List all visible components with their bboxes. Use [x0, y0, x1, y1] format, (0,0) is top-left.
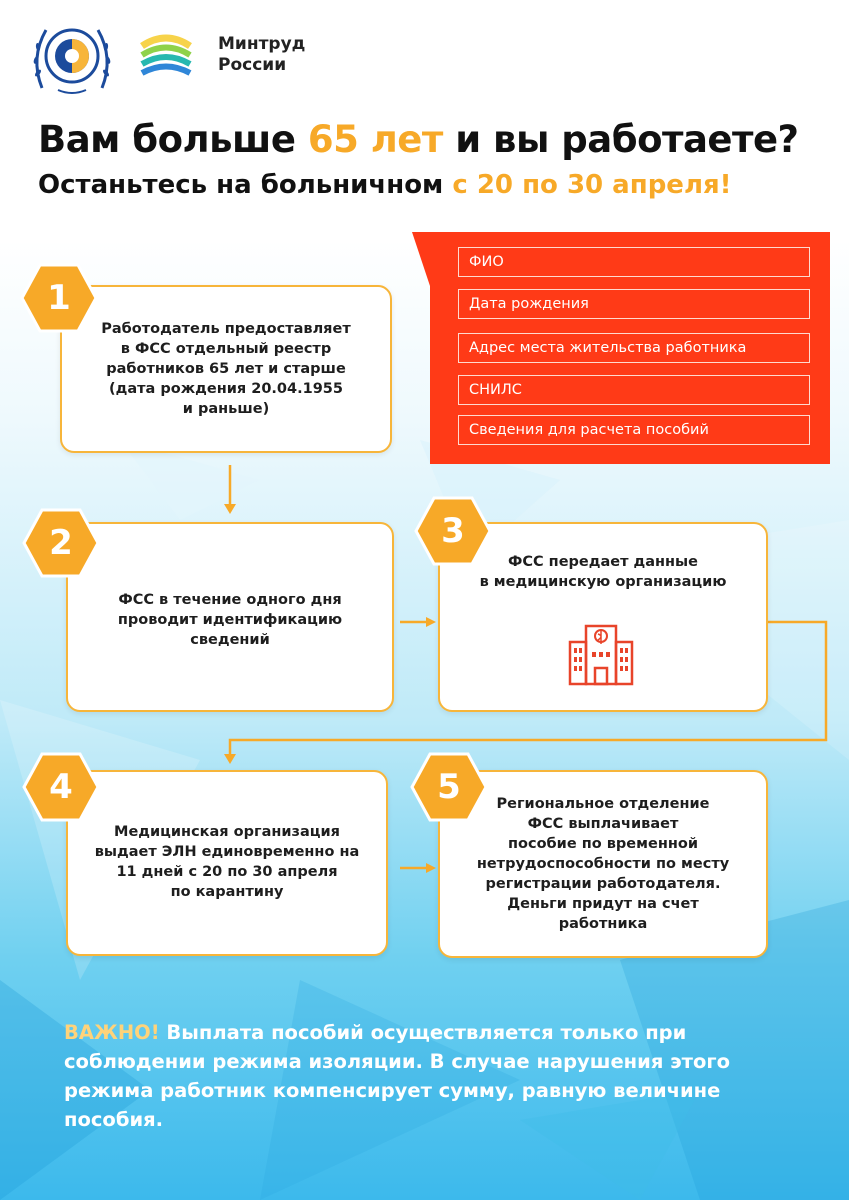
step-2-badge	[22, 508, 100, 578]
step-text-line: регистрации работодателя.	[485, 876, 721, 892]
registry-field: Адрес места жительства работника	[458, 333, 810, 363]
step-5-badge	[410, 752, 488, 822]
step-text-line: по карантину	[170, 884, 284, 900]
org-name: Минтруд России	[218, 34, 306, 75]
step-text-line: ФСС выплачивает	[527, 816, 679, 832]
page-title: Вам больше 65 лет и вы работаете?	[38, 118, 799, 161]
step-text-line: Работодатель предоставляет	[101, 321, 351, 337]
registry-panel-pointer	[412, 232, 432, 292]
registry-field: ФИО	[458, 247, 810, 277]
step-1-card	[60, 285, 392, 453]
step-text-line: ФСС в течение одного дня	[118, 592, 342, 608]
page-subtitle: Останьтесь на больничном с 20 по 30 апреля!	[38, 170, 732, 200]
step-text-line: ФСС передает данные	[507, 554, 699, 570]
step-number: 2	[49, 523, 73, 563]
step-number: 1	[47, 278, 71, 318]
step-text-line: работников 65 лет и старше	[106, 361, 346, 377]
step-text-line: нетрудоспособности по месту	[476, 856, 730, 872]
step-text-line: в медицинскую организацию	[479, 574, 727, 590]
step-2-card	[66, 522, 394, 712]
step-text-line: Региональное отделение	[496, 796, 710, 812]
step-4-card	[66, 770, 388, 956]
step-text-line: Медицинская организация	[114, 824, 340, 840]
step-text-line: в ФСС отдельный реестр	[120, 341, 332, 357]
registry-field: Сведения для расчета пособий	[458, 415, 810, 445]
step-3-badge	[414, 496, 492, 566]
step-text-line: выдает ЭЛН единовременно на	[94, 844, 360, 860]
important-text: Выплата пособий осуществляется только при соблюдении режима изоляции. В случае нарушения этого режима работник компенсирует сумму, равную величине пособия.	[64, 1021, 730, 1131]
important-label: ВАЖНО!	[64, 1021, 160, 1044]
step-text-line: 11 дней с 20 по 30 апреля	[116, 864, 338, 880]
step-1-badge	[20, 263, 98, 333]
step-4-badge	[22, 752, 100, 822]
step-number: 4	[49, 767, 73, 807]
registry-field: СНИЛС	[458, 375, 810, 405]
important-note	[64, 1018, 804, 1134]
step-text-line: (дата рождения 20.04.1955	[109, 381, 343, 397]
registry-field: Дата рождения	[458, 289, 810, 319]
step-number: 3	[441, 511, 465, 551]
step-text-line: сведений	[190, 632, 270, 648]
hospital-icon	[568, 616, 634, 686]
step-text-line: проводит идентификацию	[117, 612, 343, 628]
step-text-line: работника	[558, 916, 648, 932]
step-number: 5	[437, 767, 461, 807]
step-text-line: пособие по временной	[508, 836, 698, 852]
step-text-line: и раньше)	[182, 401, 270, 417]
step-text-line: Деньги придут на счет	[507, 896, 699, 912]
